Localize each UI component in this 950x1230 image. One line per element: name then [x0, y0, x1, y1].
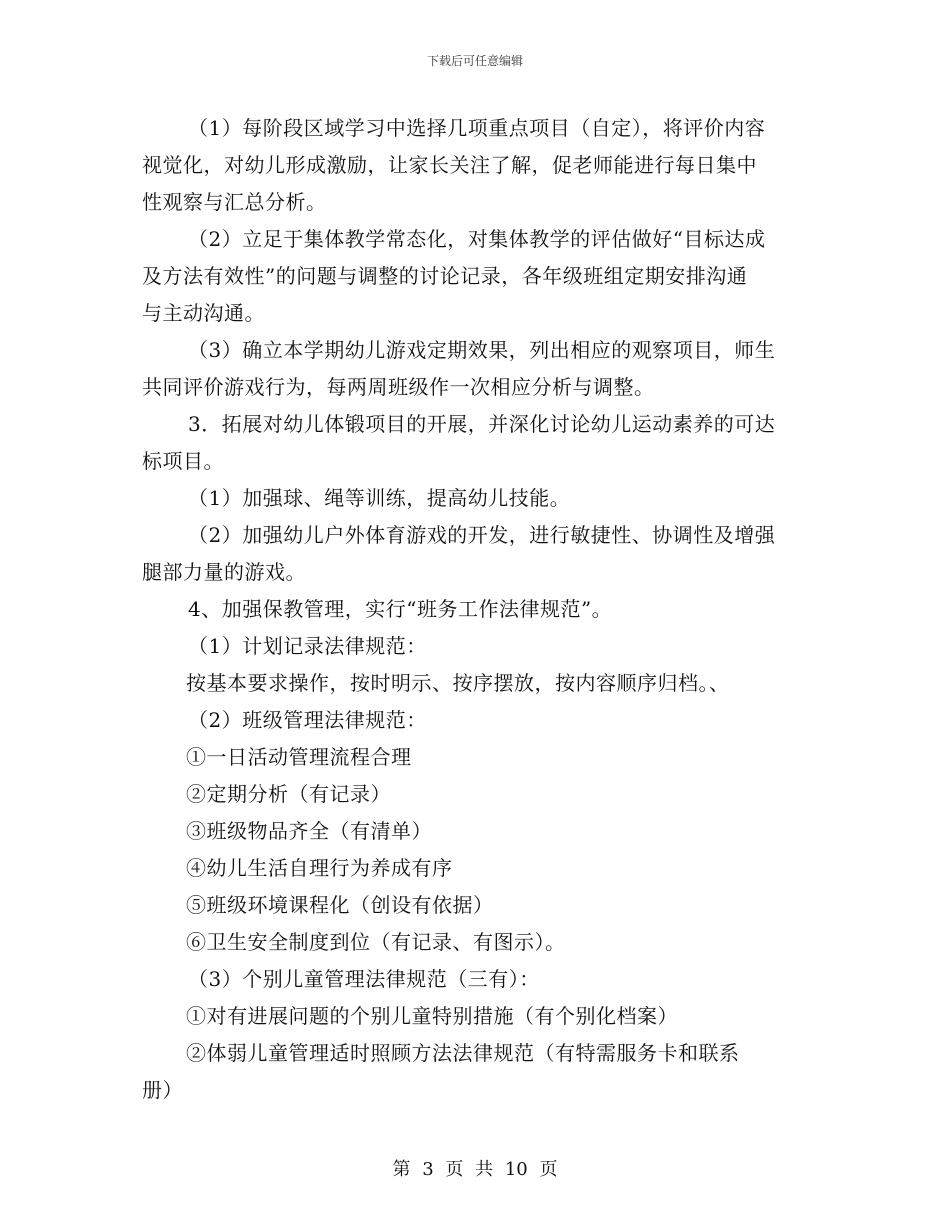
list-item: ④幼儿生活自理行为养成有序 — [186, 856, 453, 880]
page-header: 下载后可任意编辑 — [426, 54, 523, 68]
list-item: ①一日活动管理流程合理 — [186, 745, 412, 769]
paragraph-line: 视觉化，对幼儿形成激励，让家长关注了解，促老师能进行每日集中 — [142, 153, 757, 177]
paragraph-line: 共同评价游戏行为，每两周班级作一次相应分析与调整。 — [142, 375, 655, 399]
paragraph-line: （1）每阶段区域学习中选择几项重点项目（自定），将评价内容 — [188, 116, 766, 140]
paragraph-line: 按基本要求操作，按时明示、按序摆放，按内容顺序归档。、 — [186, 671, 730, 695]
paragraph-line: （2）立足于集体教学常态化，对集体教学的评估做好“目标达成 — [188, 227, 766, 251]
paragraph-line: 3．拓展对幼儿体锻项目的开展，并深化讨论幼儿运动素养的可达 — [188, 412, 776, 436]
paragraph-line: 及方法有效性”的问题与调整的讨论记录，各年级班组定期安排沟通 — [142, 264, 748, 288]
paragraph-line: 腿部力量的游戏。 — [142, 560, 306, 584]
paragraph-line: 标项目。 — [142, 449, 224, 473]
document-body — [142, 110, 810, 1109]
paragraph-line: 4、加强保教管理，实行“班务工作法律规范”。 — [188, 597, 613, 621]
list-item: ①对有进展问题的个别儿童特别措施（有个别化档案） — [186, 1004, 678, 1028]
paragraph-line: （3）确立本学期幼儿游戏定期效果，列出相应的观察项目，师生 — [188, 338, 776, 362]
list-item: ②体弱儿童管理适时照顾方法法律规范（有特需服务卡和联系 — [186, 1041, 740, 1065]
page-footer: 第 3 页 共 10 页 — [392, 1159, 558, 1180]
list-item: ③班级物品齐全（有清单） — [186, 819, 432, 843]
list-item: ⑥卫生安全制度到位（有记录、有图示）。 — [186, 930, 566, 954]
list-item: ⑤班级环境课程化（创设有依据） — [186, 893, 494, 917]
paragraph-line: （1）加强球、绳等训练，提高幼儿技能。 — [188, 486, 571, 510]
paragraph-line: 与主动沟通。 — [142, 301, 265, 325]
paragraph-line: （1）计划记录法律规范： — [188, 634, 427, 658]
paragraph-line: （3）个别儿童管理法律规范（三有）： — [188, 967, 540, 991]
paragraph-line: （2）加强幼儿户外体育游戏的开发，进行敏捷性、协调性及增强 — [188, 523, 776, 547]
paragraph-line: （2）班级管理法律规范： — [188, 708, 427, 732]
paragraph-line: 册） — [142, 1078, 183, 1102]
list-item: ②定期分析（有记录） — [186, 782, 391, 806]
paragraph-line: 性观察与汇总分析。 — [142, 190, 327, 214]
